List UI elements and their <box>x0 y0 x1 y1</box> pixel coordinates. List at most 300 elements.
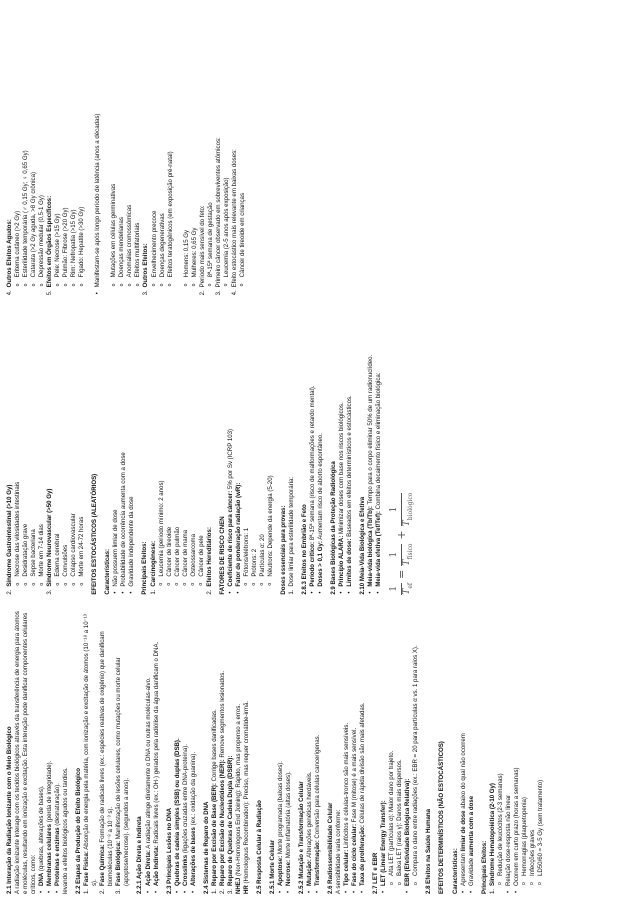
denominator <box>402 583 415 595</box>
item-text: (desnaturação). <box>54 783 62 828</box>
list-item <box>166 309 174 594</box>
list-item <box>314 609 322 894</box>
item-text: Efeitos multifatoriais <box>134 222 142 278</box>
bold-term: Fase do ciclo celular: <box>351 824 359 886</box>
list-item <box>259 309 267 594</box>
list-item <box>54 609 62 894</box>
section-heading <box>425 609 433 894</box>
list-item <box>46 10 54 295</box>
list-item <box>6 10 14 295</box>
item-text: Câncer de mama <box>181 529 189 577</box>
list-item <box>70 309 78 594</box>
paragraph <box>14 609 38 894</box>
heading-text: 2.5.2 Mutação e Transformação Celular <box>298 781 305 894</box>
bold-term: Carcinogênese: <box>149 540 157 587</box>
list-item <box>190 609 198 894</box>
item-text: Fígado: Hepatite (>30 Gy) <box>78 206 86 278</box>
subscript: biológico <box>406 492 414 521</box>
bold-term: Fase Química: <box>99 844 107 886</box>
subheading <box>104 309 112 594</box>
subscript: ef <box>406 582 414 589</box>
list-item <box>206 309 214 594</box>
list-item <box>158 309 166 594</box>
section-heading <box>75 609 83 894</box>
list-item <box>38 309 46 594</box>
item-text: Doenças degenerativas <box>158 213 166 278</box>
list-item <box>215 10 223 295</box>
list-item <box>396 609 404 894</box>
bold-term: Meia-vida efetiva (Tef/Tef): <box>375 511 383 587</box>
item-text: Sepse bacteriana <box>30 529 38 577</box>
item-text: Depressão medular (0,5-1 Gy) <box>38 195 46 278</box>
heading-text: EFEITOS ESTOCÁSTICOS (ALEATÓRIOS) <box>91 473 99 595</box>
item-number: 3. <box>226 888 234 894</box>
list-item <box>142 10 150 295</box>
numerator: 1 <box>389 551 400 558</box>
item-text: Mulheres: 0,65 Gy <box>190 227 198 278</box>
item-text: Gravidade <box>467 856 475 886</box>
item-text: Edema cerebral <box>54 533 62 577</box>
item-text: Formação de radicais livres (ex.: espécies reativas de oxigênio) que danificam biomoléculas (10⁻⁸ a 10⁻³ s). <box>99 631 115 886</box>
list-item <box>167 10 175 295</box>
bold-term: Síndrome Neurovascular (>50 Gy) <box>46 488 54 587</box>
item-text: Conversão para células cancerígenas. <box>314 734 322 841</box>
item-text: Manifestação de lesões celulares, como mutações ou morte celular (apoptose/necrose). (segundos a anos). <box>115 657 131 886</box>
item-text: Efeito estocástico mais relevante em baixas doses: <box>230 149 238 288</box>
bold-term: Reparo de Quebras de Cadeia Dupla (DSBR): <box>226 755 234 886</box>
denominator <box>402 493 415 527</box>
bold-term: Alterações de bases <box>189 827 197 886</box>
bold-term: EBR (Efetividade Biológica Relativa): <box>404 778 412 886</box>
list-item <box>145 609 153 894</box>
item-text: A radiação atinge diretamente o DNA ou outras moléculas-alvo. <box>144 677 152 851</box>
list-item <box>231 10 239 295</box>
item-text: Remove segmentos lesionados. <box>218 670 226 760</box>
list-item <box>317 309 325 594</box>
item-text: Catarata (>2 Gy aguda, >8 Gy crônica) <box>30 172 38 278</box>
spacer <box>102 10 110 295</box>
item-text: Apresentam <box>459 851 467 886</box>
list-item <box>505 609 513 894</box>
subheading-text: Características: <box>104 548 112 595</box>
list-item <box>38 10 46 295</box>
list-item <box>6 309 14 594</box>
list-item <box>190 309 198 594</box>
list-item <box>115 609 131 894</box>
variable: T <box>402 520 413 527</box>
list-item <box>309 309 317 594</box>
item-text: Baixa LET (raios γ): Danos mais dispersos. <box>396 759 404 876</box>
list-item <box>460 609 468 894</box>
item-text: Combina decaimento físico e eliminação biológica: <box>375 372 383 512</box>
list-item <box>346 309 354 594</box>
section-heading <box>438 609 446 894</box>
list-item <box>367 309 375 594</box>
bold-term: aumenta com a dose <box>467 795 475 857</box>
list-item <box>199 10 207 295</box>
list-item <box>375 309 383 594</box>
list-item <box>150 309 158 594</box>
item-text: Baseados em efeitos determinísticos e estocásticos. <box>346 395 354 539</box>
list-item <box>227 309 235 594</box>
list-item <box>235 309 243 594</box>
section-heading <box>327 609 335 894</box>
list-item <box>267 309 275 594</box>
list-item <box>243 309 251 594</box>
bold-term: Apoptose: <box>276 855 284 886</box>
section-heading <box>166 609 174 894</box>
heading-text: EFEITOS DETERMINÍSTICOS (NÃO ESTOCÁSTICOS) <box>438 741 446 894</box>
list-item <box>83 609 99 894</box>
bold-term: Reparo por Excisão de Nucleotídeos (NER): <box>218 759 226 886</box>
list-item <box>38 609 46 894</box>
column-2 <box>6 309 625 594</box>
bold-term: Limites de dose: <box>346 538 354 587</box>
item-text: Prótons: 2 <box>250 548 258 577</box>
bold-term: Síndrome Hematopoiética (2-10 Gy) <box>488 783 496 886</box>
item-text: Nêutrons: Depende da energia (5-20) <box>266 475 274 577</box>
bold-term: Efeitos Hereditários: <box>205 527 213 587</box>
section-heading <box>269 609 277 894</box>
item-text: Alta LET (partículas α): Maior dano por trajeto. <box>388 750 396 876</box>
bold-term: Taxa de proliferação: <box>359 825 367 886</box>
section-heading <box>6 609 14 894</box>
bold-term: Meia-vida biológica (Tb/Tb): <box>367 506 375 587</box>
list-item <box>14 10 22 295</box>
item-text: Gravidade independente da dose <box>128 496 136 587</box>
item-text: Desidratação grave <box>22 523 30 577</box>
variable: T <box>402 559 413 566</box>
item-number: 1. <box>149 589 157 595</box>
item-number: 1. <box>288 589 295 595</box>
heading-text: 2.4 Sistemas de Reparo do DNA <box>202 801 210 894</box>
item-text: Redução de leucócitos (2-3 semanas) <box>496 773 504 876</box>
item-text: Colapso cardiovascular <box>70 513 78 577</box>
list-item <box>78 309 86 594</box>
bold-term: Reparo por Excisão de Base (BER): <box>210 783 218 886</box>
item-text: (Non-Homologous End Joining): Rápido, mas propenso a erros. <box>234 703 242 878</box>
item-text: Esterilidade temporária (♂ 0,15 Gy; ♀ 0,65 Gy) <box>22 150 30 278</box>
list-item <box>288 309 296 594</box>
list-item <box>99 609 115 894</box>
bold-term: Síndrome Gastrointestinal (>10 Gy) <box>6 484 13 587</box>
item-text: Necrose das vilosidades intestinais <box>14 481 22 577</box>
item-text: Osteossarcoma <box>189 534 197 577</box>
item-text: Câncer de pulmão <box>173 526 181 577</box>
bold-term: HR <box>242 885 250 894</box>
heading-text: 2.9 Bases Biológicas da Proteção Radiológica <box>330 461 338 595</box>
section-heading <box>330 309 338 594</box>
list-item <box>412 609 420 894</box>
item-text: Câncer de tireoide em crianças <box>238 193 246 278</box>
list-item <box>78 10 86 295</box>
list-item <box>22 309 30 594</box>
item-text: Morte em 7-14 dias <box>38 524 46 577</box>
item-text: A radiação ionizante interage com os tecidos biológicos através da transferência de energia para átomos e moléculas, resultando em ionização e excitação. Esta interação pode danificar componentes celulares críticos, como: <box>14 611 38 894</box>
list-item <box>537 609 545 894</box>
numerator: 1 <box>389 506 400 513</box>
heading-text: 2.5.1 Morte Celular <box>268 839 276 894</box>
item-text: Pulmão: Fibrose (>20 Gy) <box>62 207 70 278</box>
item-number: 4. <box>230 290 238 296</box>
list-item <box>198 309 206 594</box>
section-heading <box>372 609 380 894</box>
list-item <box>174 609 182 894</box>
list-item <box>134 10 142 295</box>
list-item <box>468 609 476 894</box>
item-text: 8ª-15ª semana de gestação <box>206 202 214 278</box>
heading-text: 2.8.3 Efeitos no Embrião e Feto <box>301 504 309 595</box>
item-text: Minimizar doses com base nos riscos biológicos. <box>338 402 346 536</box>
bold-term: Ação Direta: <box>144 850 152 886</box>
section-heading <box>203 609 211 894</box>
list-item <box>174 309 182 594</box>
section-heading <box>298 609 306 894</box>
item-text: Leucemia (2-5 anos após exposição) <box>222 177 230 278</box>
list-item <box>207 10 215 295</box>
list-item <box>54 309 62 594</box>
section-heading <box>136 609 144 894</box>
list-item <box>191 10 199 295</box>
bold-term: Coeficiente de risco para câncer: <box>226 490 234 587</box>
item-text: Aumentam risco de aborto espontâneo. <box>317 433 325 542</box>
list-item <box>351 609 359 894</box>
item-text: Tempo para o corpo eliminar 50% de um radionuclídeo. <box>367 354 375 507</box>
item-text: Partículas α: 20 <box>258 534 266 577</box>
subheading <box>280 309 288 594</box>
list-item <box>62 309 70 594</box>
subheading-text: Doses essenciais para provas: <box>279 505 287 595</box>
bold-term: Fase Biológica: <box>115 840 123 886</box>
list-item <box>151 10 159 295</box>
item-text: LD50/60 ≈ 3-5 Gy (sem tratamento) <box>536 779 544 876</box>
paragraph <box>62 609 70 894</box>
section-heading <box>91 309 99 594</box>
item-text: Radicais livres (ex.: OH·) gerados pela radiólise da água danificam o DNA. <box>152 641 160 846</box>
bold-term: Transformação: <box>314 840 322 886</box>
item-text: Pele: Necrose (>15 Gy) <box>54 213 62 278</box>
columns <box>6 10 625 894</box>
item-text: Manifestam-se após longo período de latência (anos a décadas) <box>94 113 102 288</box>
bold-term: LET (Linear Energy Transfer): <box>380 800 388 886</box>
item-number: 2. <box>6 589 13 595</box>
list-item <box>110 10 118 295</box>
fraction <box>389 493 415 527</box>
item-text: (ex.: oxidação da guanina). <box>189 751 197 828</box>
paragraph <box>335 609 343 894</box>
list-item <box>118 10 126 295</box>
heading-text: 2.5 Resposta Celular à Radiação <box>255 800 263 894</box>
bold-term: Tipo celular: <box>343 849 351 886</box>
list-item <box>62 10 70 295</box>
heading-text: 2.6 Radiossensibilidade Celular <box>327 802 335 894</box>
subheading <box>219 309 227 594</box>
list-item <box>227 609 235 894</box>
item-text: Absorção de energia pela matéria, com ionização e excitação de átomos (10⁻¹⁸ a 10⁻¹³ s). <box>83 614 99 886</box>
fraction <box>389 544 415 566</box>
list-item <box>120 309 128 594</box>
spacer <box>175 10 183 295</box>
item-number: 2. <box>218 888 226 894</box>
list-item <box>46 609 54 894</box>
section-heading <box>301 309 309 594</box>
heading-text: 2.2 Etapas da Produção do Efeito Biológico <box>75 768 83 894</box>
variable: T <box>402 588 413 595</box>
spacer <box>86 10 94 295</box>
item-text: Doenças mendelianas <box>118 217 126 278</box>
subheading-text: Principais Efeitos: <box>480 840 488 894</box>
bold-term: limiar de dose <box>459 810 467 852</box>
item-text: Envelhecimento precoce <box>150 210 158 278</box>
list-item <box>22 10 30 295</box>
denominator <box>402 544 415 566</box>
item-number: 3. <box>115 888 123 894</box>
item-text: (Homologous Recombination): Preciso, mas requer cromátide-irmã. <box>242 700 250 886</box>
heading-text: 2.8 Efeitos na Saúde Humana <box>425 808 433 894</box>
equals-sign: = <box>394 569 408 579</box>
paragraph <box>243 609 251 894</box>
item-text: Hemorragias (plaquetopenia) <box>520 797 528 876</box>
item-text: Compara o dano entre radiações (ex.: EBR = 20 para partículas α vs. 1 para raios X). <box>412 645 420 876</box>
item-text: Fase M (mitose) é a mais sensível. <box>351 727 359 825</box>
fraction <box>389 583 415 595</box>
heading-text: 2.2.1 Ação Direta e Indireta <box>136 816 144 894</box>
list-item <box>338 309 346 594</box>
list-item <box>183 10 191 295</box>
item-text: Eritema cutâneo (>2 Gy) <box>14 210 22 278</box>
item-number: 1. <box>83 888 91 894</box>
item-text: Homens: 0,15 Gy <box>182 229 190 278</box>
item-text: Primeiro câncer observado em sobreviventes atômicos: <box>214 137 222 288</box>
list-item <box>126 10 134 295</box>
item-number: 1. <box>210 888 218 894</box>
list-item <box>277 609 285 894</box>
bold-term: Período crítico: <box>309 541 317 587</box>
bold-term: Princípio ALARA: <box>338 535 346 587</box>
item-text: Câncer de pele <box>197 535 205 577</box>
subheading <box>141 309 149 594</box>
list-item <box>223 10 231 295</box>
item-text: Células de rápida divisão são mais afetadas. <box>359 702 367 826</box>
item-text: Dose limiar para esterilidade temporária: <box>288 476 295 587</box>
subheading-text: Características: <box>451 848 459 894</box>
subheading <box>481 609 489 894</box>
bold-term: Outros Efeitos: <box>142 243 150 288</box>
item-text: Alterações genéticas herdáveis. <box>306 771 314 860</box>
bold-term: Doses > 0,1 Gy: <box>317 541 325 587</box>
list-item <box>306 609 314 894</box>
item-text: Probabilidade de ocorrência aumenta com a dose <box>120 452 128 587</box>
bold-term: Ação Indireta: <box>152 845 160 886</box>
list-item <box>112 309 120 594</box>
list-item <box>159 10 167 295</box>
item-text: Não possuem limiar de dose <box>112 509 120 587</box>
item-number: 5. <box>46 290 54 296</box>
item-number: 3. <box>214 290 222 296</box>
bold-term: Mutação: <box>306 859 314 886</box>
list-item <box>343 609 351 894</box>
item-text: Morte em 24-72 horas <box>78 516 86 577</box>
item-text: A sensibilidade varia conforme: <box>335 809 343 894</box>
item-text: Câncer de tireoide <box>165 526 173 577</box>
heading-text: 2.10 Meia-Vida Biológica e Efetiva <box>359 496 367 595</box>
subscript: físico <box>406 543 414 560</box>
bold-term: DNA <box>38 872 46 886</box>
list-item <box>380 609 388 894</box>
section-heading <box>359 309 367 594</box>
bold-term: Outros Efeitos Agudos: <box>6 219 13 288</box>
item-number: 2. <box>198 290 206 296</box>
list-item <box>489 609 497 894</box>
item-number: 3. <box>142 290 150 296</box>
numerator: 1 <box>389 585 400 592</box>
item-text: Linfócitos e células-tronco são mais sensíveis. <box>343 722 351 850</box>
bold-term: Efeitos em Órgãos Específicos: <box>46 195 54 288</box>
bold-term: Proteínas e enzimas <box>54 827 62 886</box>
list-item <box>513 609 521 894</box>
item-text: Corrige bases danificadas. <box>210 709 218 784</box>
item-text: Leucemia (período mínimo: 2 anos) <box>157 480 165 577</box>
bold-term: NHEJ <box>234 877 242 894</box>
list-item <box>70 10 78 295</box>
item-text: 8ª-15ª semana (risco de malformações e retardo mental). <box>309 385 317 542</box>
item-text: (perda de integridade). <box>46 760 54 824</box>
item-text: levando a efeitos biológicos agudos ou tardios. <box>62 767 70 894</box>
list-item <box>251 309 259 594</box>
item-text: Rim: Nefropatia (>15 Gy) <box>70 209 78 278</box>
bold-term: Crosslinks <box>181 854 189 886</box>
list-item <box>211 609 219 894</box>
list-item <box>54 10 62 295</box>
plus-sign: + <box>394 530 408 540</box>
item-number: 2. <box>205 589 213 595</box>
list-item <box>359 609 367 894</box>
list-item <box>497 609 505 894</box>
item-text: Período mais sensível do feto: <box>198 205 206 288</box>
item-text: Anomalias cromossômicas <box>126 204 134 278</box>
item-text: (ligações cruzadas entre DNA-proteína). <box>181 744 189 855</box>
list-item <box>388 609 396 894</box>
subheading-text: FATORES DE RISCO CNEN <box>218 516 226 595</box>
item-number: 4. <box>6 290 13 296</box>
list-item <box>521 609 529 894</box>
list-item <box>182 309 190 594</box>
item-number: 1. <box>488 888 496 894</box>
column-3 <box>6 10 625 295</box>
item-text: Mutações em células germinativas <box>110 183 118 278</box>
list-item <box>14 309 22 594</box>
bold-term: Membranas celulares <box>46 824 54 886</box>
list-item <box>182 609 190 894</box>
list-item <box>46 309 54 594</box>
list-item <box>94 10 102 295</box>
column-1 <box>6 609 625 894</box>
list-item <box>30 10 38 295</box>
bold-term: Quebras de cadeia simples (SSB) ou duplas (DSB). <box>173 738 181 886</box>
bold-term: Necrose: <box>284 859 292 886</box>
item-text: Relação dose-resposta não linear <box>504 794 512 886</box>
bold-term: Fase Física: <box>83 851 91 886</box>
list-item <box>239 10 247 295</box>
item-text: abaixo do qual não ocorrem <box>459 733 467 811</box>
list-item <box>30 309 38 594</box>
section-heading <box>256 609 264 894</box>
list-item <box>404 609 412 894</box>
item-number: 2. <box>99 888 107 894</box>
heading-text: 2.7 LET e EBR <box>372 852 380 894</box>
list-item <box>128 309 136 594</box>
item-text: Morte inflamatória (altas doses). <box>284 771 292 860</box>
